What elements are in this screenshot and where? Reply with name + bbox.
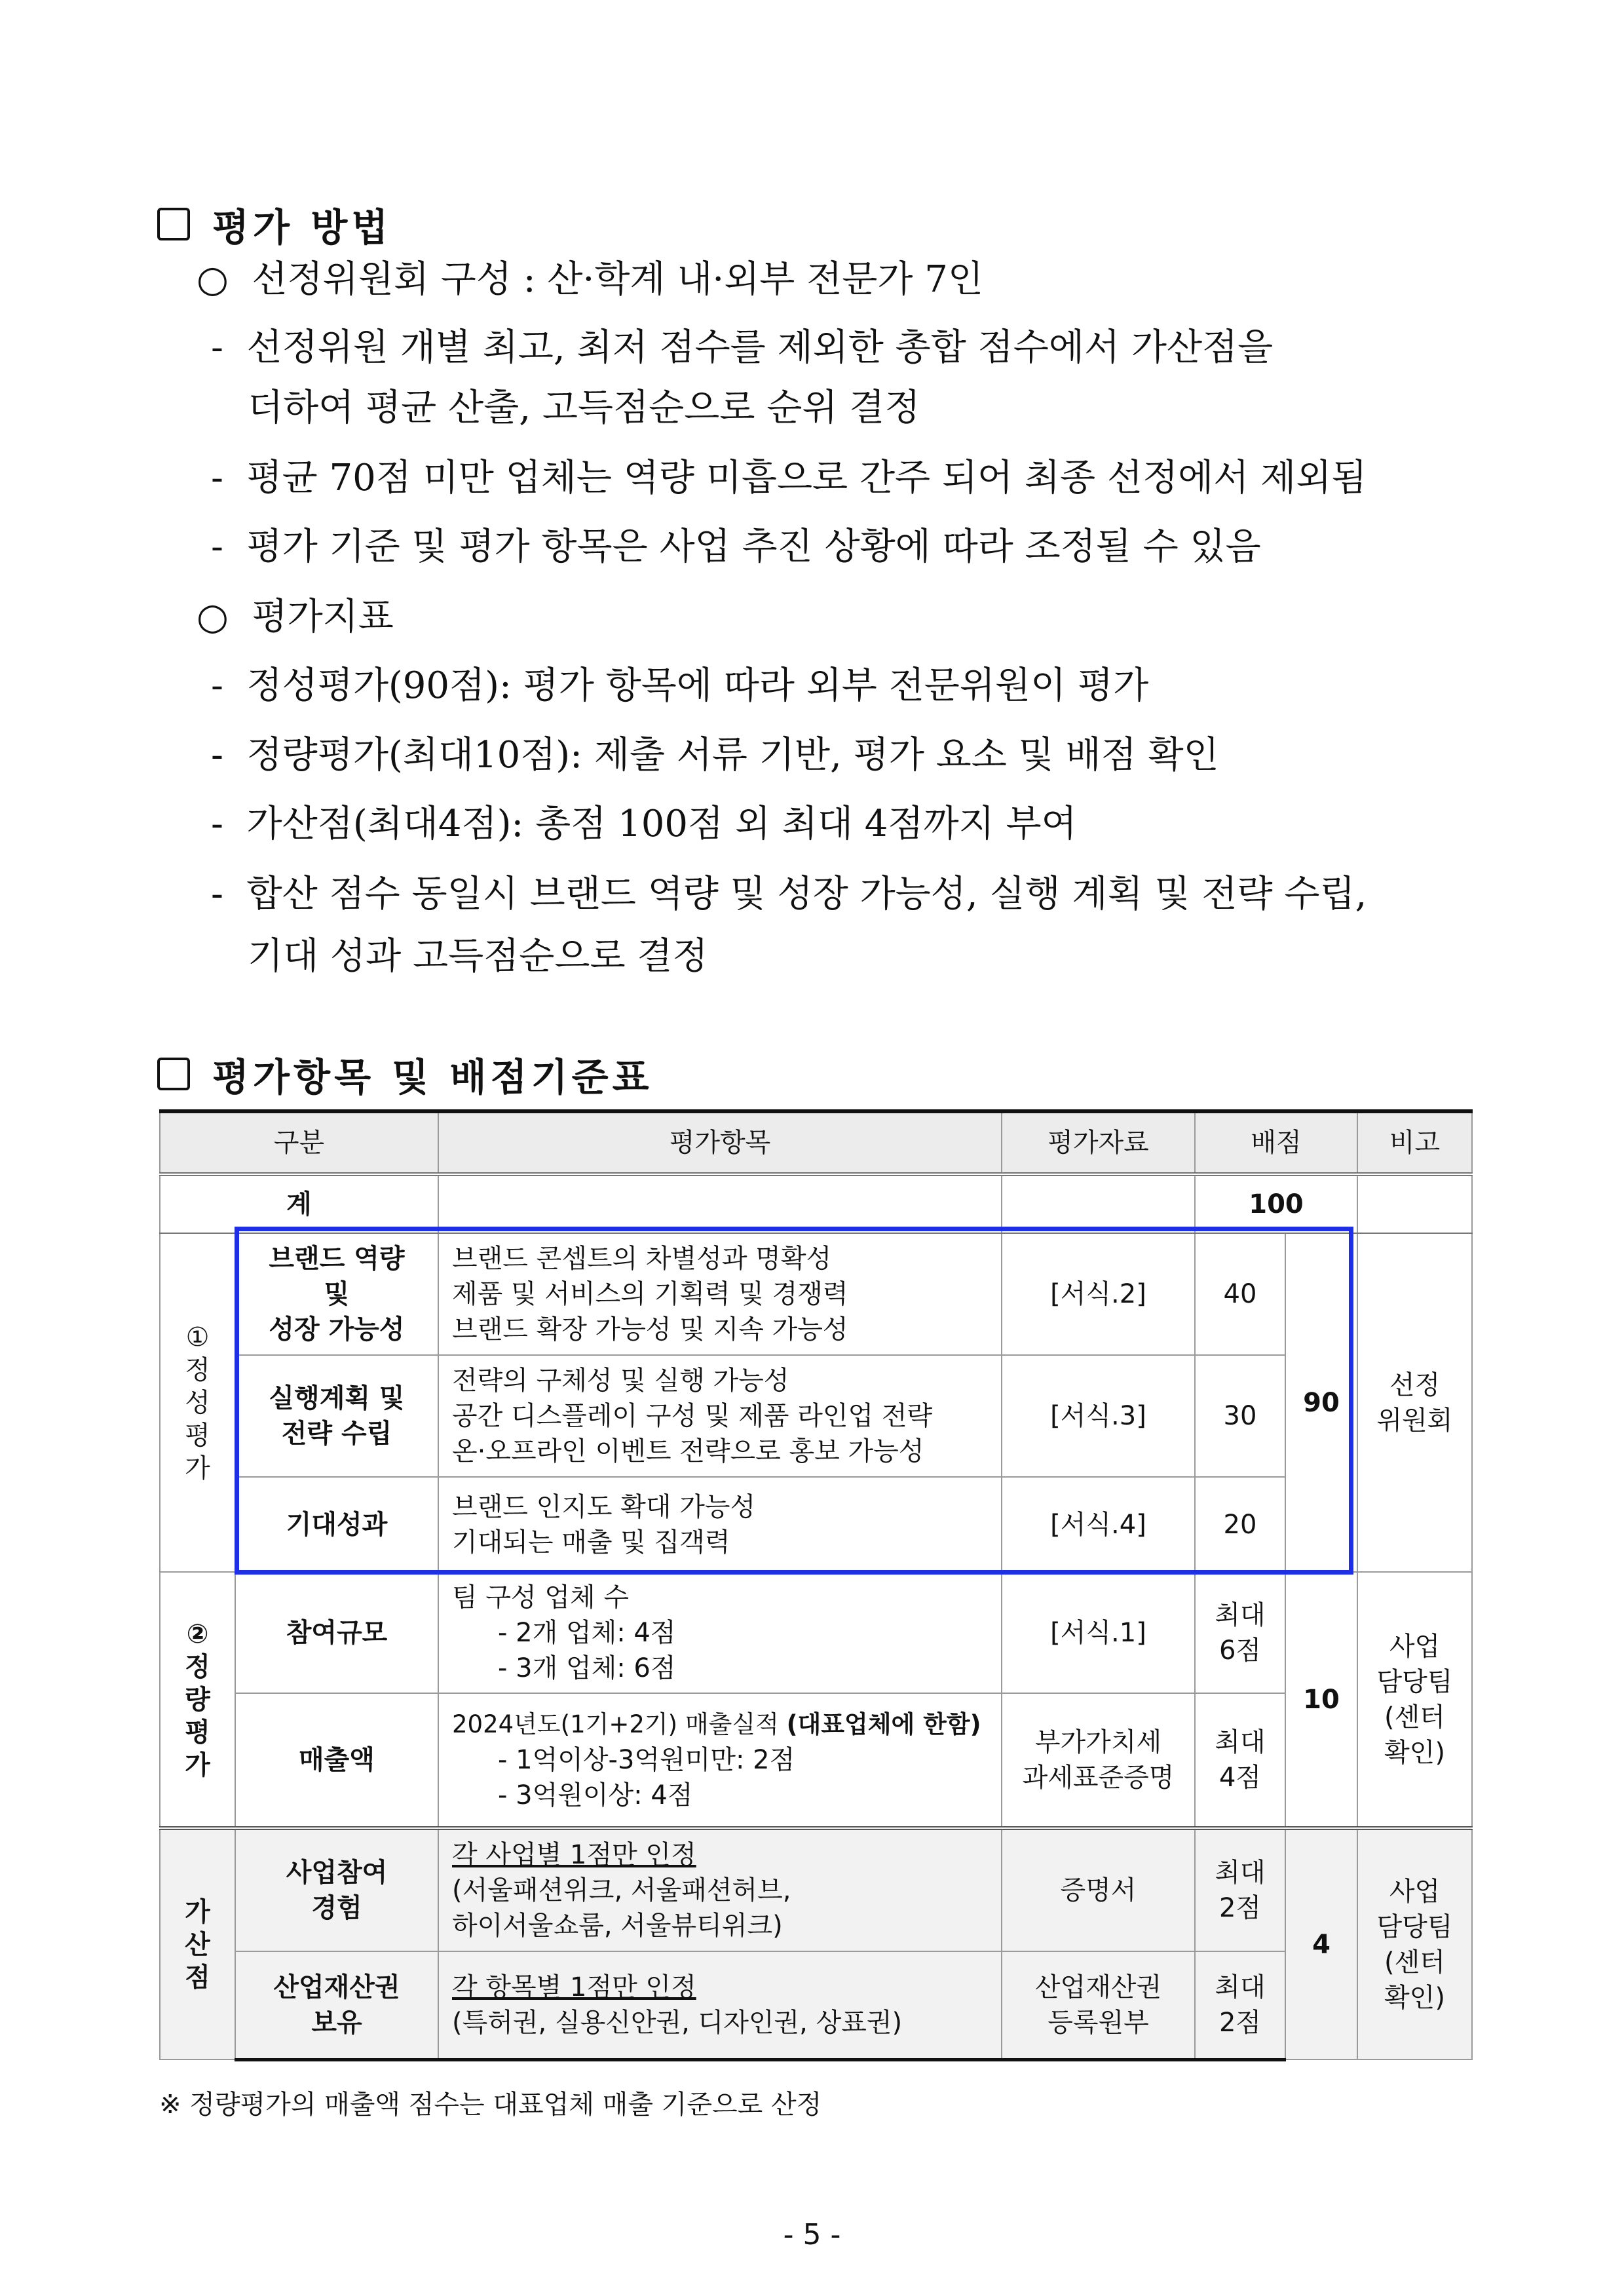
row-remark: 선정 위원회 — [1357, 1233, 1472, 1572]
row-remark: 사업 담당팀 (센터 확인) — [1357, 1572, 1472, 1828]
row-name: 참여규모 — [235, 1572, 438, 1693]
row-score: 40 — [1195, 1233, 1285, 1355]
subtotal-score: 10 — [1285, 1572, 1357, 1828]
highlight-box — [235, 1227, 1353, 1575]
group-label-qualitative: ① 정 성 평 가 — [160, 1233, 235, 1572]
footnote: ※ 정량평가의 매출액 점수는 대표업체 매출 기준으로 산정 — [159, 2090, 822, 2120]
bullet-line-continuation: 더하여 평균 산출, 고득점순으로 순위 결정 — [248, 387, 920, 429]
row-name: 매출액 — [235, 1693, 438, 1828]
row-items: 전략의 구체성 및 실행 가능성 공간 디스플레이 구성 및 제품 라인업 전략 온·오프라인 이벤트 전략으로 홍보 가능성 — [438, 1355, 1002, 1477]
header-material: 평가자료 — [1002, 1111, 1195, 1174]
section-heading-evaluation-method — [157, 197, 392, 252]
subtotal-score: 4 — [1285, 1828, 1357, 2059]
checkbox-square-icon — [157, 208, 190, 240]
header-score: 배점 — [1195, 1111, 1357, 1174]
row-name: 브랜드 역량 및 성장 가능성 — [235, 1233, 438, 1355]
bullet-line: - 평균 70점 미만 업체는 역량 미흡으로 간주 되어 최종 선정에서 제외됨 — [211, 457, 1367, 499]
bullet-line: ○ 선정위원회 구성 : 산·학계 내·외부 전문가 7인 — [197, 258, 984, 301]
group-label-bonus: 가 산 점 — [160, 1828, 235, 2059]
row-score: 최대 6점 — [1195, 1572, 1285, 1693]
table-row — [160, 1572, 1472, 1693]
total-score: 100 — [1195, 1174, 1357, 1233]
row-material: 증명서 — [1002, 1828, 1195, 1951]
table-row — [160, 1693, 1472, 1828]
row-score: 30 — [1195, 1355, 1285, 1477]
row-remark: 사업 담당팀 (센터 확인) — [1357, 1828, 1472, 2059]
row-score: 최대 2점 — [1195, 1828, 1285, 1951]
row-material: 부가가치세 과세표준증명 — [1002, 1693, 1195, 1828]
bullet-line: - 선정위원 개별 최고, 최저 점수를 제외한 총합 점수에서 가산점을 — [211, 326, 1274, 369]
row-score: 최대 4점 — [1195, 1693, 1285, 1828]
bullet-line: - 합산 점수 동일시 브랜드 역량 및 성장 가능성, 실행 계획 및 전략 수립, — [211, 873, 1367, 915]
header-item: 평가항목 — [438, 1111, 1002, 1174]
group-label-quantitative: ② 정 량 평 가 — [160, 1572, 235, 1828]
bullet-line: ○ 평가지표 — [197, 596, 394, 638]
bullet-line: - 정성평가(90점): 평가 항목에 따라 외부 전문위원이 평가 — [211, 664, 1149, 707]
section-title: 평가 방법 — [212, 205, 392, 250]
total-label: 계 — [160, 1174, 438, 1233]
bullet-line: - 가산점(최대4점): 총점 100점 외 최대 4점까지 부여 — [211, 803, 1077, 845]
header-category: 구분 — [160, 1111, 438, 1174]
row-name: 기대성과 — [235, 1477, 438, 1572]
row-name: 산업재산권 보유 — [235, 1951, 438, 2059]
row-material: [서식.4] — [1002, 1477, 1195, 1572]
table-row — [160, 1951, 1472, 2059]
row-name: 사업참여 경험 — [235, 1828, 438, 1951]
page-number: - 5 - — [783, 2218, 841, 2251]
bullet-line-continuation: 기대 성과 고득점순으로 결정 — [248, 935, 708, 978]
row-items: 팀 구성 업체 수 - 2개 업체: 4점 - 3개 업체: 6점 — [438, 1572, 1002, 1693]
row-score: 20 — [1195, 1477, 1285, 1572]
bullet-line: - 정량평가(최대10점): 제출 서류 기반, 평가 요소 및 배점 확인 — [211, 734, 1219, 776]
row-material: 산업재산권 등록원부 — [1002, 1951, 1195, 2059]
row-material: [서식.1] — [1002, 1572, 1195, 1693]
subtotal-score: 90 — [1285, 1233, 1357, 1572]
table-row — [160, 1828, 1472, 1951]
header-remark: 비고 — [1357, 1111, 1472, 1174]
row-items: 브랜드 인지도 확대 가능성 기대되는 매출 및 집객력 — [438, 1477, 1002, 1572]
row-name: 실행계획 및 전략 수립 — [235, 1355, 438, 1477]
row-material: [서식.2] — [1002, 1233, 1195, 1355]
section-heading-scoring-table — [157, 1046, 653, 1101]
empty-cell — [438, 1174, 1002, 1233]
total-row — [160, 1174, 1472, 1233]
empty-cell — [1002, 1174, 1195, 1233]
row-items: 브랜드 콘셉트의 차별성과 명확성 제품 및 서비스의 기획력 및 경쟁력 브랜드 확장 가능성 및 지속 가능성 — [438, 1233, 1002, 1355]
row-items: 각 항목별 1점만 인정 (특허권, 실용신안권, 디자인권, 상표권) — [438, 1951, 1002, 2059]
empty-cell — [1357, 1174, 1472, 1233]
bullet-line: - 평가 기준 및 평가 항목은 사업 추진 상황에 따라 조정될 수 있음 — [211, 526, 1261, 568]
row-score: 최대 2점 — [1195, 1951, 1285, 2059]
row-items: 각 사업별 1점만 인정 (서울패션위크, 서울패션허브, 하이서울쇼룸, 서울뷰티위크) — [438, 1828, 1002, 1951]
table-header-row — [160, 1111, 1472, 1174]
row-material: [서식.3] — [1002, 1355, 1195, 1477]
checkbox-square-icon — [157, 1058, 190, 1090]
section-title: 평가항목 및 배점기준표 — [212, 1055, 653, 1100]
row-items: 2024년도(1기+2기) 매출실적 (대표업체에 한함) - 1억이상-3억원미만: 2점 - 3억원이상: 4점 — [438, 1693, 1002, 1828]
